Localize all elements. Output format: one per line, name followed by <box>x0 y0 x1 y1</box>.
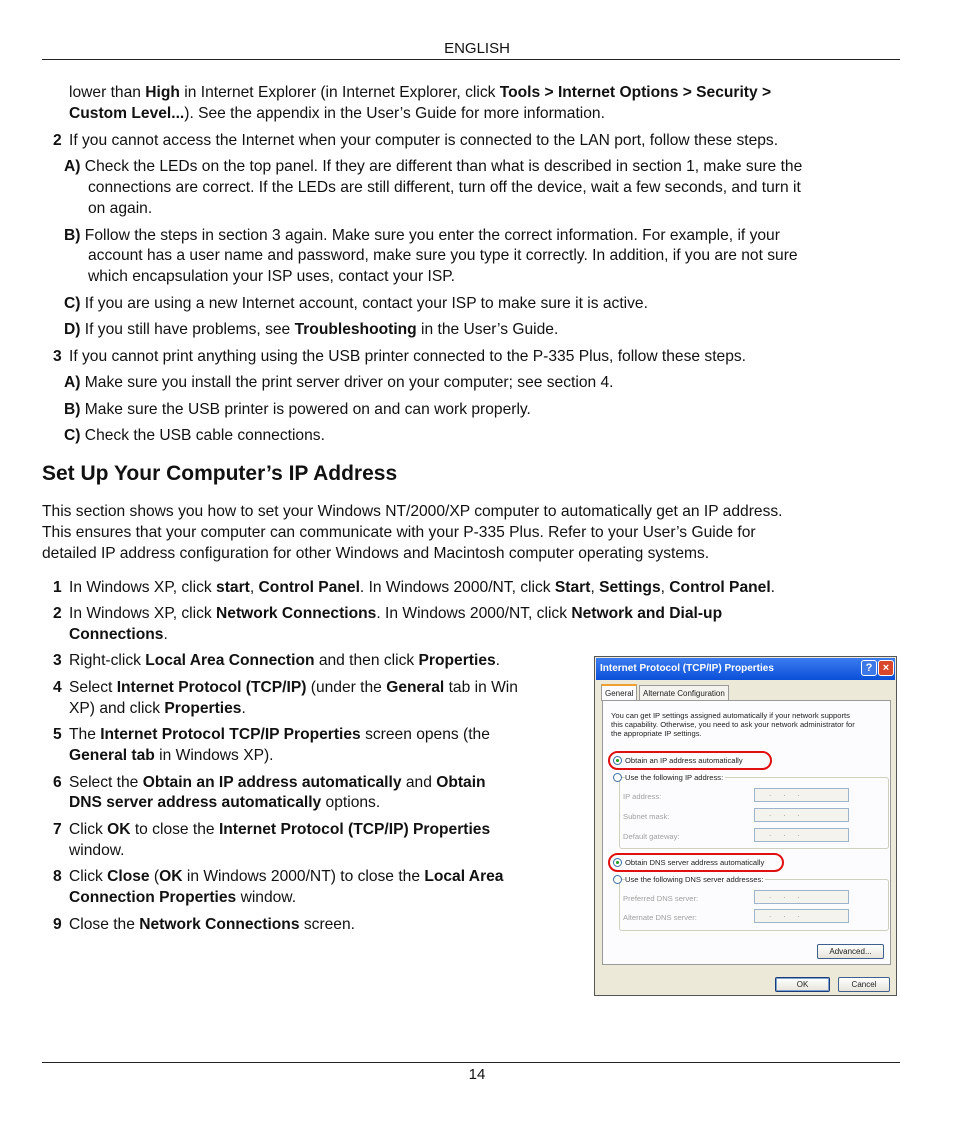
step-6-line-2: DNS server address automatically options. <box>69 794 381 811</box>
dialog-description-line-2: this capability. Otherwise, you need to ask your network administrator for <box>611 720 855 729</box>
intro-line-1: lower than High in Internet Explorer (in Internet Explorer, click Tools > Internet Options > Security > <box>69 84 772 101</box>
step-number: 2 <box>53 132 62 149</box>
subnet-mask-label: Subnet mask: <box>623 812 670 821</box>
step-number: 9 <box>53 916 62 933</box>
dialog-description-line-3: the appropriate IP settings. <box>611 729 702 738</box>
step-text: If you cannot print anything using the USB printer connected to the P-335 Plus, follow these steps. <box>69 348 746 365</box>
substep-a-line-3: on again. <box>88 200 153 217</box>
preferred-dns-input[interactable]: ... <box>754 890 849 904</box>
use-ip-label: Use the following IP address: <box>625 773 724 782</box>
page-number: 14 <box>468 1066 486 1083</box>
close-icon[interactable]: × <box>878 660 894 676</box>
substep-b-line-3: which encapsulation your ISP uses, contact your ISP. <box>88 268 455 285</box>
default-gateway-input[interactable]: ... <box>754 828 849 842</box>
section-title: Set Up Your Computer’s IP Address <box>42 462 398 485</box>
alternate-dns-input[interactable]: ... <box>754 909 849 923</box>
substep-a-line-1: A) Check the LEDs on the top panel. If they are different than what is described in section 1, make sure the <box>64 158 803 175</box>
step-number: 6 <box>53 774 62 791</box>
step-3-text: Right-click Local Area Connection and then click Properties. <box>69 652 501 669</box>
substep-a: A) Make sure you install the print server driver on your computer; see section 4. <box>64 374 614 391</box>
step-5-line-2: General tab in Windows XP). <box>69 747 274 764</box>
step-number: 1 <box>53 579 62 596</box>
use-ip-radio[interactable] <box>613 773 622 782</box>
advanced-button[interactable]: Advanced... <box>817 944 884 959</box>
step-text: If you cannot access the Internet when your computer is connected to the LAN port, follow these steps. <box>69 132 779 149</box>
substep-d: D) If you still have problems, see Troubleshooting in the User’s Guide. <box>64 321 559 338</box>
tab-alternate-configuration[interactable]: Alternate Configuration <box>639 685 729 700</box>
general-panel <box>602 700 891 965</box>
step-number: 3 <box>53 348 62 365</box>
default-gateway-label: Default gateway: <box>623 832 680 841</box>
intro-line-2: Custom Level...). See the appendix in the User’s Guide for more information. <box>69 105 605 122</box>
obtain-dns-label: Obtain DNS server address automatically <box>625 858 765 867</box>
ip-address-input[interactable]: ... <box>754 788 849 802</box>
step-number: 4 <box>53 679 62 696</box>
footer-rule <box>42 1062 900 1063</box>
dialog-description-line-1: You can get IP settings assigned automatically if your network supports <box>611 711 850 720</box>
header-rule <box>42 59 900 60</box>
step-7-line-1: Click OK to close the Internet Protocol (TCP/IP) Properties <box>69 821 491 838</box>
step-6-line-1: Select the Obtain an IP address automatically and Obtain <box>69 774 486 791</box>
ip-address-label: IP address: <box>623 792 662 801</box>
step-number: 8 <box>53 868 62 885</box>
step-7-line-2: window. <box>69 842 125 859</box>
substep-a-line-2: connections are correct. If the LEDs are still different, turn off the device, wait a few seconds, and turn it <box>88 179 801 196</box>
preferred-dns-label: Preferred DNS server: <box>623 894 699 903</box>
tab-general[interactable]: General <box>601 684 637 701</box>
step-5-line-1: The Internet Protocol TCP/IP Properties screen opens (the <box>69 726 490 743</box>
section-paragraph-line-1: This section shows you how to set your Windows NT/2000/XP computer to automatically get an IP address. <box>42 503 783 520</box>
subnet-mask-input[interactable]: ... <box>754 808 849 822</box>
obtain-ip-label: Obtain an IP address automatically <box>625 756 743 765</box>
substep-c: C) If you are using a new Internet account, contact your ISP to make sure it is active. <box>64 295 648 312</box>
tcpip-properties-dialog <box>594 656 897 996</box>
dialog-title: Internet Protocol (TCP/IP) Properties <box>600 663 774 674</box>
step-number: 2 <box>53 605 62 622</box>
use-dns-radio[interactable] <box>613 875 622 884</box>
alternate-dns-label: Alternate DNS server: <box>623 913 697 922</box>
obtain-ip-radio[interactable] <box>613 756 622 765</box>
dialog-title-bar <box>596 658 895 680</box>
page-header-language: ENGLISH <box>444 40 510 57</box>
substep-c: C) Check the USB cable connections. <box>64 427 325 444</box>
substep-b-line-1: B) Follow the steps in section 3 again. Make sure you enter the correct information. For example, if your <box>64 227 780 244</box>
step-number: 5 <box>53 726 62 743</box>
help-icon[interactable]: ? <box>861 660 877 676</box>
step-2-line-2: Connections. <box>69 626 168 643</box>
obtain-dns-radio[interactable] <box>613 858 622 867</box>
ok-button[interactable]: OK <box>775 977 830 992</box>
step-8-line-1: Click Close (OK in Windows 2000/NT) to close the Local Area <box>69 868 504 885</box>
step-2-line-1: In Windows XP, click Network Connections. In Windows 2000/NT, click Network and Dial-up <box>69 605 723 622</box>
substep-b-line-2: account has a user name and password, make sure you type it correctly. In addition, if you are not sure <box>88 247 798 264</box>
static-dns-group <box>619 879 889 931</box>
step-9-text: Close the Network Connections screen. <box>69 916 355 933</box>
step-8-line-2: Connection Properties window. <box>69 889 297 906</box>
step-1-text: In Windows XP, click start, Control Panel. In Windows 2000/NT, click Start, Settings, Control Panel. <box>69 579 776 596</box>
step-number: 7 <box>53 821 62 838</box>
cancel-button[interactable]: Cancel <box>838 977 890 992</box>
substep-b: B) Make sure the USB printer is powered on and can work properly. <box>64 401 531 418</box>
use-dns-label: Use the following DNS server addresses: <box>625 875 764 884</box>
section-paragraph-line-2: This ensures that your computer can communicate with your P-335 Plus. Refer to your User’s Guide for <box>42 524 756 541</box>
step-4-line-1: Select Internet Protocol (TCP/IP) (under the General tab in Win <box>69 679 518 696</box>
section-paragraph-line-3: detailed IP address configuration for other Windows and Macintosh computer operating systems. <box>42 545 710 562</box>
step-4-line-2: XP) and click Properties. <box>69 700 246 717</box>
step-number: 3 <box>53 652 62 669</box>
